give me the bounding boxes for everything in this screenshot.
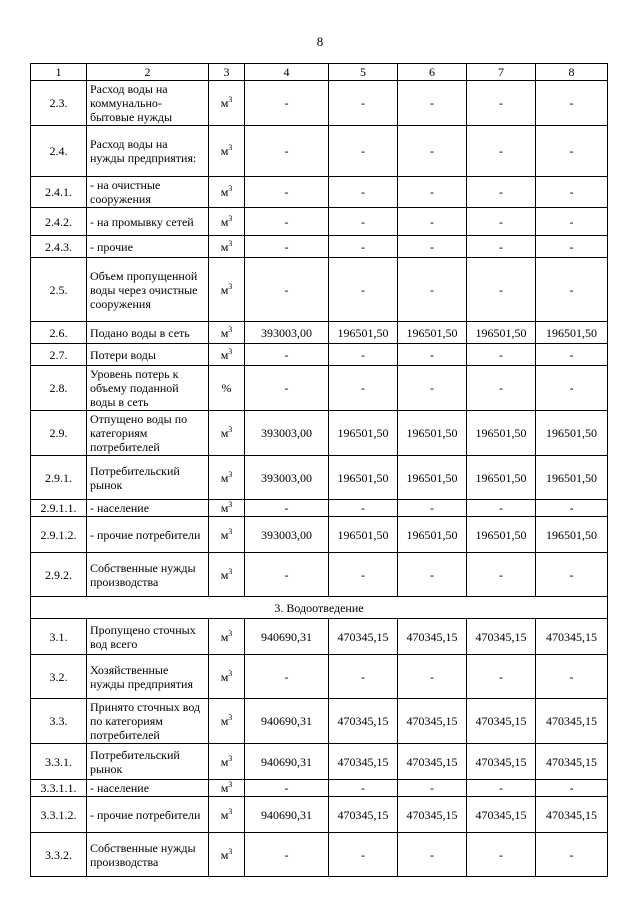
value-cell: - — [467, 366, 536, 411]
table-row — [31, 366, 608, 411]
row-unit — [209, 833, 245, 877]
header-cell: 2 — [87, 64, 209, 81]
table-row — [31, 744, 608, 780]
header-cell: 7 — [467, 64, 536, 81]
page-number: 8 — [316, 34, 324, 49]
unit-superscript: 3 — [228, 713, 233, 722]
value-cell: - — [467, 177, 536, 208]
unit-text: м — [220, 426, 229, 440]
table-row — [31, 258, 608, 322]
value-cell: - — [245, 126, 329, 177]
row-name: - население — [87, 780, 209, 797]
value-cell: - — [329, 208, 398, 236]
table-row — [31, 619, 608, 655]
value-cell: - — [245, 833, 329, 877]
unit-superscript: 3 — [228, 425, 233, 434]
value-cell: 470345,15 — [398, 619, 467, 655]
unit-text: м — [220, 527, 229, 542]
unit-superscript: 3 — [228, 500, 233, 509]
value-cell: - — [398, 655, 467, 699]
header-cell: 6 — [398, 64, 467, 81]
value-cell: 196501,50 — [467, 411, 536, 456]
value-cell: - — [398, 500, 467, 517]
row-unit — [209, 500, 245, 517]
value-cell: 940690,31 — [245, 797, 329, 833]
value-cell: 196501,50 — [536, 322, 608, 344]
value-cell: - — [245, 655, 329, 699]
value-cell: - — [398, 236, 467, 258]
header-cell: 3 — [209, 64, 245, 81]
value-cell: - — [245, 366, 329, 411]
row-code: 3.1. — [31, 619, 87, 655]
row-unit — [209, 366, 245, 411]
value-cell: 196501,50 — [398, 411, 467, 456]
value-cell: - — [245, 81, 329, 126]
unit-superscript: 3 — [228, 238, 233, 248]
value-cell: 393003,00 — [245, 517, 329, 553]
value-cell: - — [245, 177, 329, 208]
value-cell: 470345,15 — [398, 797, 467, 833]
unit-superscript: 3 — [228, 846, 233, 856]
value-cell: - — [536, 366, 608, 411]
row-code: 3.2. — [31, 655, 87, 699]
value-cell: - — [329, 177, 398, 208]
row-name: Хозяйственные нужды предприятия — [87, 655, 209, 699]
value-cell: - — [329, 500, 398, 517]
unit-text: м — [220, 282, 229, 297]
table-row — [31, 699, 608, 744]
row-name: Отпущено воды по категориям потребителей — [87, 411, 209, 456]
unit-text: м — [220, 629, 229, 644]
value-cell: - — [536, 81, 608, 126]
unit-superscript: 3 — [228, 469, 233, 479]
value-cell: 196501,50 — [329, 411, 398, 456]
value-cell: 470345,15 — [398, 699, 467, 744]
row-name: - прочие — [87, 236, 209, 258]
row-unit — [209, 553, 245, 597]
value-cell: - — [398, 177, 467, 208]
unit-text: м — [220, 470, 229, 485]
value-cell: - — [467, 81, 536, 126]
row-unit — [209, 797, 245, 833]
row-unit — [209, 655, 245, 699]
row-name: Собственные нужды производства — [87, 833, 209, 877]
value-cell: - — [398, 344, 467, 366]
row-code: 2.4.1. — [31, 177, 87, 208]
unit-superscript: 3 — [228, 281, 233, 291]
value-cell: - — [536, 177, 608, 208]
value-cell: - — [398, 780, 467, 797]
unit-superscript: 3 — [228, 143, 233, 152]
row-name: - население — [87, 500, 209, 517]
value-cell: - — [467, 126, 536, 177]
row-name: - на очистные сооружения — [87, 177, 209, 208]
header-cell: 4 — [245, 64, 329, 81]
row-name: Собственные нужды производства — [87, 553, 209, 597]
value-cell: 196501,50 — [329, 456, 398, 500]
unit-text: м — [220, 144, 229, 158]
table-row — [31, 177, 608, 208]
row-unit — [209, 177, 245, 208]
value-cell: - — [329, 553, 398, 597]
value-cell: 196501,50 — [329, 517, 398, 553]
row-name: Объем пропущенной воды через очистные сооружения — [87, 258, 209, 322]
value-cell: 196501,50 — [467, 322, 536, 344]
table-row — [31, 456, 608, 500]
value-cell: 196501,50 — [536, 517, 608, 553]
row-code: 2.5. — [31, 258, 87, 322]
table-row — [31, 322, 608, 344]
table-row — [31, 208, 608, 236]
row-code: 2.9.1.2. — [31, 517, 87, 553]
unit-superscript: 3 — [228, 668, 233, 678]
table-row — [31, 517, 608, 553]
value-cell: - — [536, 655, 608, 699]
value-cell: - — [398, 81, 467, 126]
unit-text: м — [220, 847, 229, 862]
row-name: Расход воды на нужды предприятия: — [87, 126, 209, 177]
unit-text: м — [220, 714, 229, 728]
row-unit — [209, 322, 245, 344]
row-unit — [209, 126, 245, 177]
value-cell: 470345,15 — [536, 699, 608, 744]
value-cell: 196501,50 — [398, 456, 467, 500]
value-cell: - — [398, 366, 467, 411]
unit-superscript: 3 — [228, 324, 233, 334]
value-cell: 393003,00 — [245, 411, 329, 456]
value-cell: - — [245, 344, 329, 366]
row-unit — [209, 456, 245, 500]
value-cell: - — [329, 126, 398, 177]
value-cell: - — [245, 236, 329, 258]
value-cell: - — [329, 236, 398, 258]
row-code: 2.9.1. — [31, 456, 87, 500]
value-cell: - — [245, 780, 329, 797]
unit-text: м — [220, 669, 229, 684]
value-cell: - — [245, 208, 329, 236]
row-code: 3.3.1.1. — [31, 780, 87, 797]
table-row — [31, 81, 608, 126]
value-cell: 470345,15 — [536, 797, 608, 833]
value-cell: 470345,15 — [536, 619, 608, 655]
row-code: 2.8. — [31, 366, 87, 411]
value-cell: - — [329, 366, 398, 411]
unit-superscript: 3 — [228, 346, 233, 356]
row-unit — [209, 780, 245, 797]
row-code: 2.4.2. — [31, 208, 87, 236]
value-cell: - — [245, 258, 329, 322]
value-cell: - — [467, 258, 536, 322]
row-unit — [209, 699, 245, 744]
value-cell: - — [467, 500, 536, 517]
value-cell: - — [536, 208, 608, 236]
value-cell: 470345,15 — [536, 744, 608, 780]
value-cell: 196501,50 — [329, 322, 398, 344]
row-code: 2.9.2. — [31, 553, 87, 597]
section-row — [31, 597, 608, 619]
value-cell: 940690,31 — [245, 744, 329, 780]
unit-text: м — [220, 347, 229, 362]
table-row — [31, 780, 608, 797]
row-code: 2.3. — [31, 81, 87, 126]
header-cell: 8 — [536, 64, 608, 81]
value-cell: - — [245, 553, 329, 597]
unit-text: м — [220, 781, 229, 795]
unit-superscript: 3 — [228, 780, 233, 789]
unit-superscript: 3 — [228, 184, 233, 193]
row-name: Принято сточных вод по категориям потребителей — [87, 699, 209, 744]
unit-text: м — [220, 325, 229, 340]
table-row — [31, 500, 608, 517]
row-name: Потери воды — [87, 344, 209, 366]
unit-superscript: 3 — [228, 95, 233, 104]
row-name: Подано воды в сеть — [87, 322, 209, 344]
value-cell: - — [398, 126, 467, 177]
row-unit — [209, 258, 245, 322]
row-code: 2.7. — [31, 344, 87, 366]
value-cell: - — [536, 126, 608, 177]
table-row — [31, 655, 608, 699]
value-cell: 940690,31 — [245, 619, 329, 655]
value-cell: - — [245, 500, 329, 517]
value-cell: - — [467, 780, 536, 797]
row-unit — [209, 81, 245, 126]
value-cell: - — [536, 236, 608, 258]
row-name: - прочие потребители — [87, 797, 209, 833]
value-cell: - — [536, 780, 608, 797]
value-cell: - — [467, 236, 536, 258]
unit-superscript: 3 — [228, 566, 233, 576]
row-code: 2.4. — [31, 126, 87, 177]
row-code: 2.9. — [31, 411, 87, 456]
value-cell: 196501,50 — [398, 322, 467, 344]
value-cell: 470345,15 — [329, 744, 398, 780]
value-cell: - — [398, 208, 467, 236]
unit-text: м — [220, 754, 229, 769]
row-unit — [209, 411, 245, 456]
table-row — [31, 236, 608, 258]
row-name: Потребительский рынок — [87, 744, 209, 780]
value-cell: 196501,50 — [467, 517, 536, 553]
row-unit — [209, 517, 245, 553]
value-cell: - — [329, 780, 398, 797]
row-code: 3.3.2. — [31, 833, 87, 877]
value-cell: 940690,31 — [245, 699, 329, 744]
value-cell: 470345,15 — [329, 797, 398, 833]
unit-superscript: 3 — [228, 753, 233, 763]
table-row — [31, 833, 608, 877]
header-row — [31, 64, 608, 81]
row-name: Потребительский рынок — [87, 456, 209, 500]
value-cell: - — [329, 81, 398, 126]
value-cell: 393003,00 — [245, 322, 329, 344]
value-cell: - — [467, 655, 536, 699]
section-title: 3. Водоотведение — [31, 597, 608, 619]
value-cell: 470345,15 — [467, 699, 536, 744]
row-code: 2.9.1.1. — [31, 500, 87, 517]
value-cell: - — [398, 833, 467, 877]
value-cell: 470345,15 — [329, 619, 398, 655]
table-row — [31, 126, 608, 177]
table-row — [31, 411, 608, 456]
row-unit — [209, 344, 245, 366]
value-cell: 393003,00 — [245, 456, 329, 500]
value-cell: 470345,15 — [467, 619, 536, 655]
row-unit — [209, 744, 245, 780]
header-cell: 5 — [329, 64, 398, 81]
unit-text: м — [220, 567, 229, 582]
unit-text: м — [220, 239, 229, 254]
value-cell: 196501,50 — [536, 456, 608, 500]
value-cell: - — [329, 833, 398, 877]
row-name: - на промывку сетей — [87, 208, 209, 236]
value-cell: 470345,15 — [398, 744, 467, 780]
row-code: 3.3. — [31, 699, 87, 744]
unit-superscript: 3 — [228, 806, 233, 816]
value-cell: - — [398, 258, 467, 322]
unit-superscript: 3 — [228, 213, 233, 223]
row-name: Пропущено сточных вод всего — [87, 619, 209, 655]
data-table — [30, 63, 608, 877]
unit-text: % — [221, 381, 232, 395]
value-cell: - — [467, 208, 536, 236]
value-cell: - — [467, 344, 536, 366]
row-name: Уровень потерь к объему поданной воды в сеть — [87, 366, 209, 411]
value-cell: 470345,15 — [329, 699, 398, 744]
row-unit — [209, 208, 245, 236]
unit-superscript: 3 — [228, 628, 233, 638]
value-cell: - — [329, 258, 398, 322]
value-cell: - — [536, 500, 608, 517]
table-row — [31, 553, 608, 597]
value-cell: - — [398, 553, 467, 597]
value-cell: - — [536, 553, 608, 597]
table-row — [31, 797, 608, 833]
row-name: - прочие потребители — [87, 517, 209, 553]
unit-text: м — [220, 501, 229, 515]
row-unit — [209, 619, 245, 655]
value-cell: - — [329, 655, 398, 699]
row-code: 3.3.1.2. — [31, 797, 87, 833]
value-cell: - — [329, 344, 398, 366]
value-cell: 196501,50 — [467, 456, 536, 500]
value-cell: 196501,50 — [398, 517, 467, 553]
row-code: 2.4.3. — [31, 236, 87, 258]
unit-text: м — [220, 214, 229, 229]
value-cell: - — [467, 833, 536, 877]
value-cell: - — [467, 553, 536, 597]
unit-text: м — [220, 96, 229, 110]
row-unit — [209, 236, 245, 258]
value-cell: - — [536, 833, 608, 877]
row-code: 2.6. — [31, 322, 87, 344]
row-code: 3.3.1. — [31, 744, 87, 780]
row-name: Расход воды на коммунально-бытовые нужды — [87, 81, 209, 126]
value-cell: 196501,50 — [536, 411, 608, 456]
value-cell: 470345,15 — [467, 744, 536, 780]
value-cell: - — [536, 258, 608, 322]
unit-text: м — [220, 185, 229, 199]
value-cell: - — [536, 344, 608, 366]
unit-superscript: 3 — [228, 526, 233, 536]
unit-text: м — [220, 807, 229, 822]
table-row — [31, 344, 608, 366]
header-cell: 1 — [31, 64, 87, 81]
value-cell: 470345,15 — [467, 797, 536, 833]
